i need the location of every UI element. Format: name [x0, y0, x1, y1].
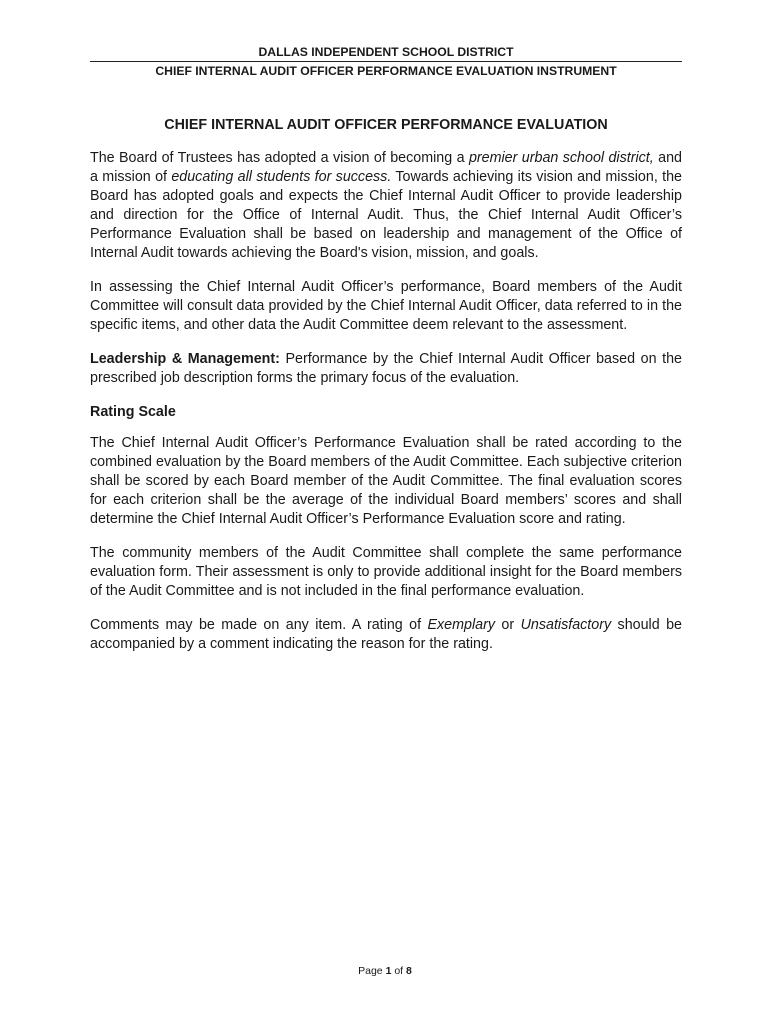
- paragraph-comments: Comments may be made on any item. A rating of Exemplary or Unsatisfactory should be accompanied by a comment indicating the reason for the rating.: [90, 617, 682, 652]
- header-divider: [90, 61, 682, 62]
- emphasis-text: premier urban school district,: [468, 150, 654, 166]
- paragraph-rating: The Chief Internal Audit Officer’s Performance Evaluation shall be rated according to the combined evaluation by the Board members of the Audit Committee. Each subjective criterion shall be scored by each Board member of the Audit Committee. The final evaluation scores for each criterion shall be the average of the individual Board members’ scores and shall determine the Chief Internal Audit Officer’s Performance Evaluation score and rating.: [90, 435, 682, 527]
- document-body: [90, 149, 682, 669]
- document-header: [90, 44, 682, 79]
- paragraph-leadership: Leadership & Management: Performance by the Chief Internal Audit Officer based on the prescribed job description forms the primary focus of the evaluation.: [90, 351, 682, 386]
- paragraph-community: The community members of the Audit Committee shall complete the same performance evaluation form. Their assessment is only to provide additional insight for the Board members of the Audit Committee and is not included in the final performance evaluation.: [90, 545, 682, 599]
- page-label: Page: [358, 965, 386, 977]
- paragraph-vision: The Board of Trustees has adopted a vision of becoming a premier urban school district, and a mission of educating all students for success. Towards achieving its vision and mission, the Board has adopted goals and expects the Chief Internal Audit Officer to provide leadership and direction for the Office of Internal Audit. Thus, the Chief Internal Audit Officer’s Performance Evaluation shall be based on leadership and management of the Office of Internal Audit towards achieving the Board's vision, mission, and goals.: [90, 150, 682, 261]
- of-label: of: [391, 965, 407, 977]
- header-district-name: DALLAS INDEPENDENT SCHOOL DISTRICT: [258, 45, 514, 59]
- paragraph-assessment: In assessing the Chief Internal Audit Officer’s performance, Board members of the Audit Committee will consult data provided by the Chief Internal Audit Officer, data referred to in the specific items, and other data the Audit Committee deem relevant to the assessment.: [90, 279, 682, 333]
- header-instrument-name: CHIEF INTERNAL AUDIT OFFICER PERFORMANCE EVALUATION INSTRUMENT: [155, 64, 617, 78]
- rating-scale-heading: Rating Scale: [90, 404, 176, 420]
- emphasis-text: Exemplary: [427, 617, 496, 633]
- page-footer: [0, 965, 770, 977]
- page-title: CHIEF INTERNAL AUDIT OFFICER PERFORMANCE EVALUATION: [164, 117, 608, 133]
- emphasis-text: Unsatisfactory: [520, 617, 612, 633]
- emphasis-text: educating all students for success.: [171, 169, 392, 185]
- leadership-label: Leadership & Management:: [90, 351, 280, 367]
- total-page-count: 8: [406, 965, 412, 977]
- current-page-number: 1: [385, 965, 392, 977]
